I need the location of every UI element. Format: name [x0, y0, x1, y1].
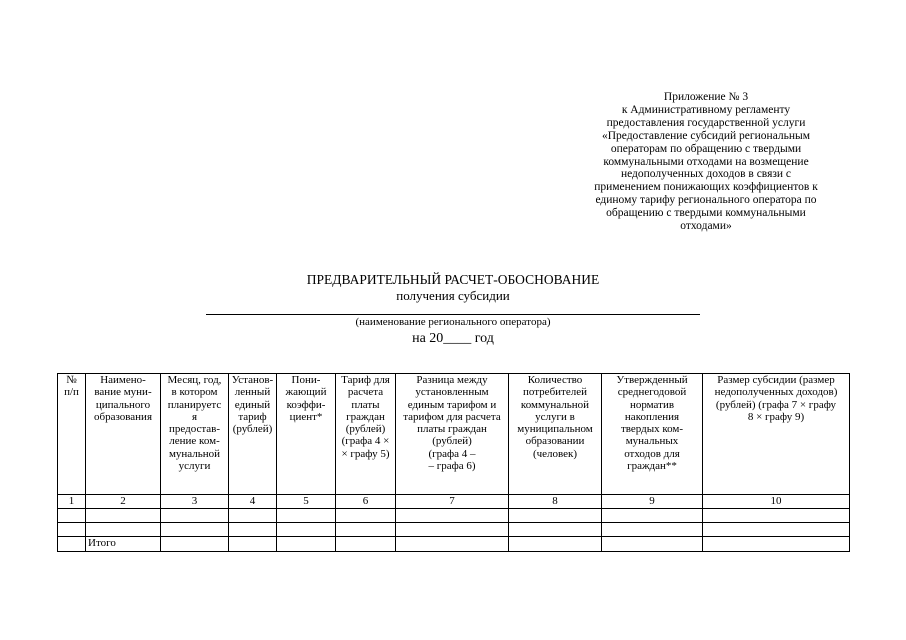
header-line: (рублей) (графа 7 × графу [715, 398, 837, 411]
header-line: (рублей) [432, 435, 472, 448]
column-number: 5 [277, 495, 336, 509]
appendix-line: Приложение № 3 [663, 91, 749, 103]
header-line: ление ком- [169, 435, 220, 448]
appendix-line: единому тарифу регионального оператора по [595, 194, 817, 207]
empty-cell [509, 523, 602, 537]
header-line: единый [234, 398, 271, 411]
appendix-line: коммунальными отходами на возмещение [603, 155, 809, 168]
header-line: платы [351, 398, 380, 411]
appendix-line: к Административному регламенту [621, 103, 791, 116]
header-line: п/п [64, 386, 79, 399]
header-cell-8 [509, 374, 602, 495]
header-line: жающий [285, 386, 327, 399]
header-line: (графа 4 – [428, 447, 476, 460]
empty-cell [277, 523, 336, 537]
header-line: твердых ком- [620, 423, 684, 436]
header-line: образовании [525, 435, 585, 448]
header-line: ципального [95, 398, 151, 411]
empty-cell [602, 509, 703, 523]
header-line: отходов для [624, 447, 680, 460]
empty-cell [336, 509, 396, 523]
header-line: услуги [178, 460, 211, 473]
empty-cell [161, 509, 229, 523]
appendix-line: «Предоставление субсидий региональным [601, 129, 811, 142]
empty-cell [277, 537, 336, 552]
total-row [58, 537, 850, 552]
header-cell-1 [58, 374, 86, 495]
appendix-line: операторам по обращению с твердыми [610, 142, 802, 155]
total-label: Итого [86, 537, 161, 552]
header-line: коэффи- [286, 398, 326, 411]
header-line: единым тарифом и [407, 398, 497, 411]
header-line: (рублей) [232, 423, 273, 436]
header-line: муниципальном [517, 423, 593, 436]
empty-cell [58, 537, 86, 552]
empty-cell [58, 523, 86, 537]
document-title: ПРЕДВАРИТЕЛЬНЫЙ РАСЧЕТ-ОБОСНОВАНИЕ [306, 272, 600, 287]
header-line: Наимено- [100, 374, 146, 386]
header-line: – графа 6) [428, 460, 476, 473]
header-line: мунальных [625, 435, 679, 448]
header-row [58, 374, 850, 495]
column-number-row [58, 495, 850, 509]
column-number: 9 [602, 495, 703, 509]
header-line: Тариф для [341, 374, 390, 386]
appendix-line: недополученных доходов в связи с [620, 168, 792, 181]
header-line: планируетс [167, 398, 222, 411]
empty-cell [86, 509, 161, 523]
header-line: циент* [289, 410, 323, 423]
empty-cell [509, 537, 602, 552]
appendix-line: применением понижающих коэффициентов к [594, 181, 818, 194]
empty-cell [602, 523, 703, 537]
header-cell-3 [161, 374, 229, 495]
empty-cell [86, 523, 161, 537]
header-cell-5 [277, 374, 336, 495]
header-cell-7 [396, 374, 509, 495]
header-line: 8 × графу 9) [747, 410, 805, 423]
header-line: граждан** [627, 460, 677, 473]
header-cell-2 [86, 374, 161, 495]
header-cell-6 [336, 374, 396, 495]
header-line: потребителей [523, 386, 587, 399]
empty-cell [396, 537, 509, 552]
header-line: Утвержденный [616, 374, 688, 386]
empty-cell [58, 509, 86, 523]
header-line: (человек) [532, 447, 578, 460]
column-number: 10 [703, 495, 850, 509]
header-line: услуги в [535, 410, 575, 423]
header-line: № [66, 374, 77, 386]
header-cell-9 [602, 374, 703, 495]
column-number: 7 [396, 495, 509, 509]
appendix-line: предоставления государственной услуги [606, 116, 806, 129]
calculation-table [57, 373, 850, 552]
header-line: Пони- [291, 374, 321, 386]
empty-cell [161, 523, 229, 537]
header-line: предостав- [168, 423, 221, 436]
column-number: 6 [336, 495, 396, 509]
header-line: (рублей) [345, 423, 386, 436]
empty-cell [161, 537, 229, 552]
header-line: Разница между [416, 374, 488, 386]
appendix-block [572, 91, 840, 233]
empty-cell [703, 509, 850, 523]
table-row [58, 509, 850, 523]
title-block [206, 272, 700, 347]
empty-cell [602, 537, 703, 552]
header-line: мунальной [168, 447, 221, 460]
header-line: в котором [171, 386, 218, 399]
header-line: накопления [624, 410, 680, 423]
header-cell-4 [229, 374, 277, 495]
header-line: вание муни- [94, 386, 152, 399]
appendix-line: обращению с твердыми коммунальными [606, 207, 806, 220]
empty-cell [229, 537, 277, 552]
column-number: 4 [229, 495, 277, 509]
empty-cell [277, 509, 336, 523]
header-line: норматив [629, 398, 675, 411]
header-line: установленным [415, 386, 489, 399]
header-line: недополученных доходов) [714, 386, 838, 399]
operator-caption: (наименование регионального оператора) [355, 316, 551, 328]
column-number: 3 [161, 495, 229, 509]
header-line: Размер субсидии (размер [717, 374, 835, 386]
column-number: 2 [86, 495, 161, 509]
header-line: Месяц, год, [167, 374, 222, 386]
empty-cell [703, 523, 850, 537]
empty-cell [396, 509, 509, 523]
empty-cell [703, 537, 850, 552]
header-line: × графу 5) [341, 447, 390, 460]
operator-name-blank-line [206, 314, 700, 315]
header-line: Количество [527, 374, 583, 386]
header-line: тариф [238, 410, 267, 423]
header-line: среднегодовой [617, 386, 687, 399]
year-line: на 20____ год [412, 331, 494, 346]
column-number: 1 [58, 495, 86, 509]
header-line: я [191, 410, 198, 423]
header-cell-10 [703, 374, 850, 495]
empty-cell [336, 537, 396, 552]
header-line: Установ- [231, 374, 274, 386]
header-line: граждан [346, 410, 385, 423]
header-line: платы граждан [417, 423, 487, 436]
header-line: коммунальной [520, 398, 590, 411]
document-subtitle: получения субсидии [396, 288, 510, 303]
header-line: ленный [234, 386, 271, 399]
table-row [58, 523, 850, 537]
header-line: образования [93, 410, 153, 423]
header-line: расчета [347, 386, 384, 399]
empty-cell [509, 509, 602, 523]
column-number: 8 [509, 495, 602, 509]
header-line: (графа 4 × [341, 435, 390, 448]
empty-cell [229, 523, 277, 537]
appendix-line: отходами» [680, 220, 732, 233]
empty-cell [396, 523, 509, 537]
header-line: тарифом для расчета [403, 410, 501, 423]
empty-cell [336, 523, 396, 537]
empty-cell [229, 509, 277, 523]
